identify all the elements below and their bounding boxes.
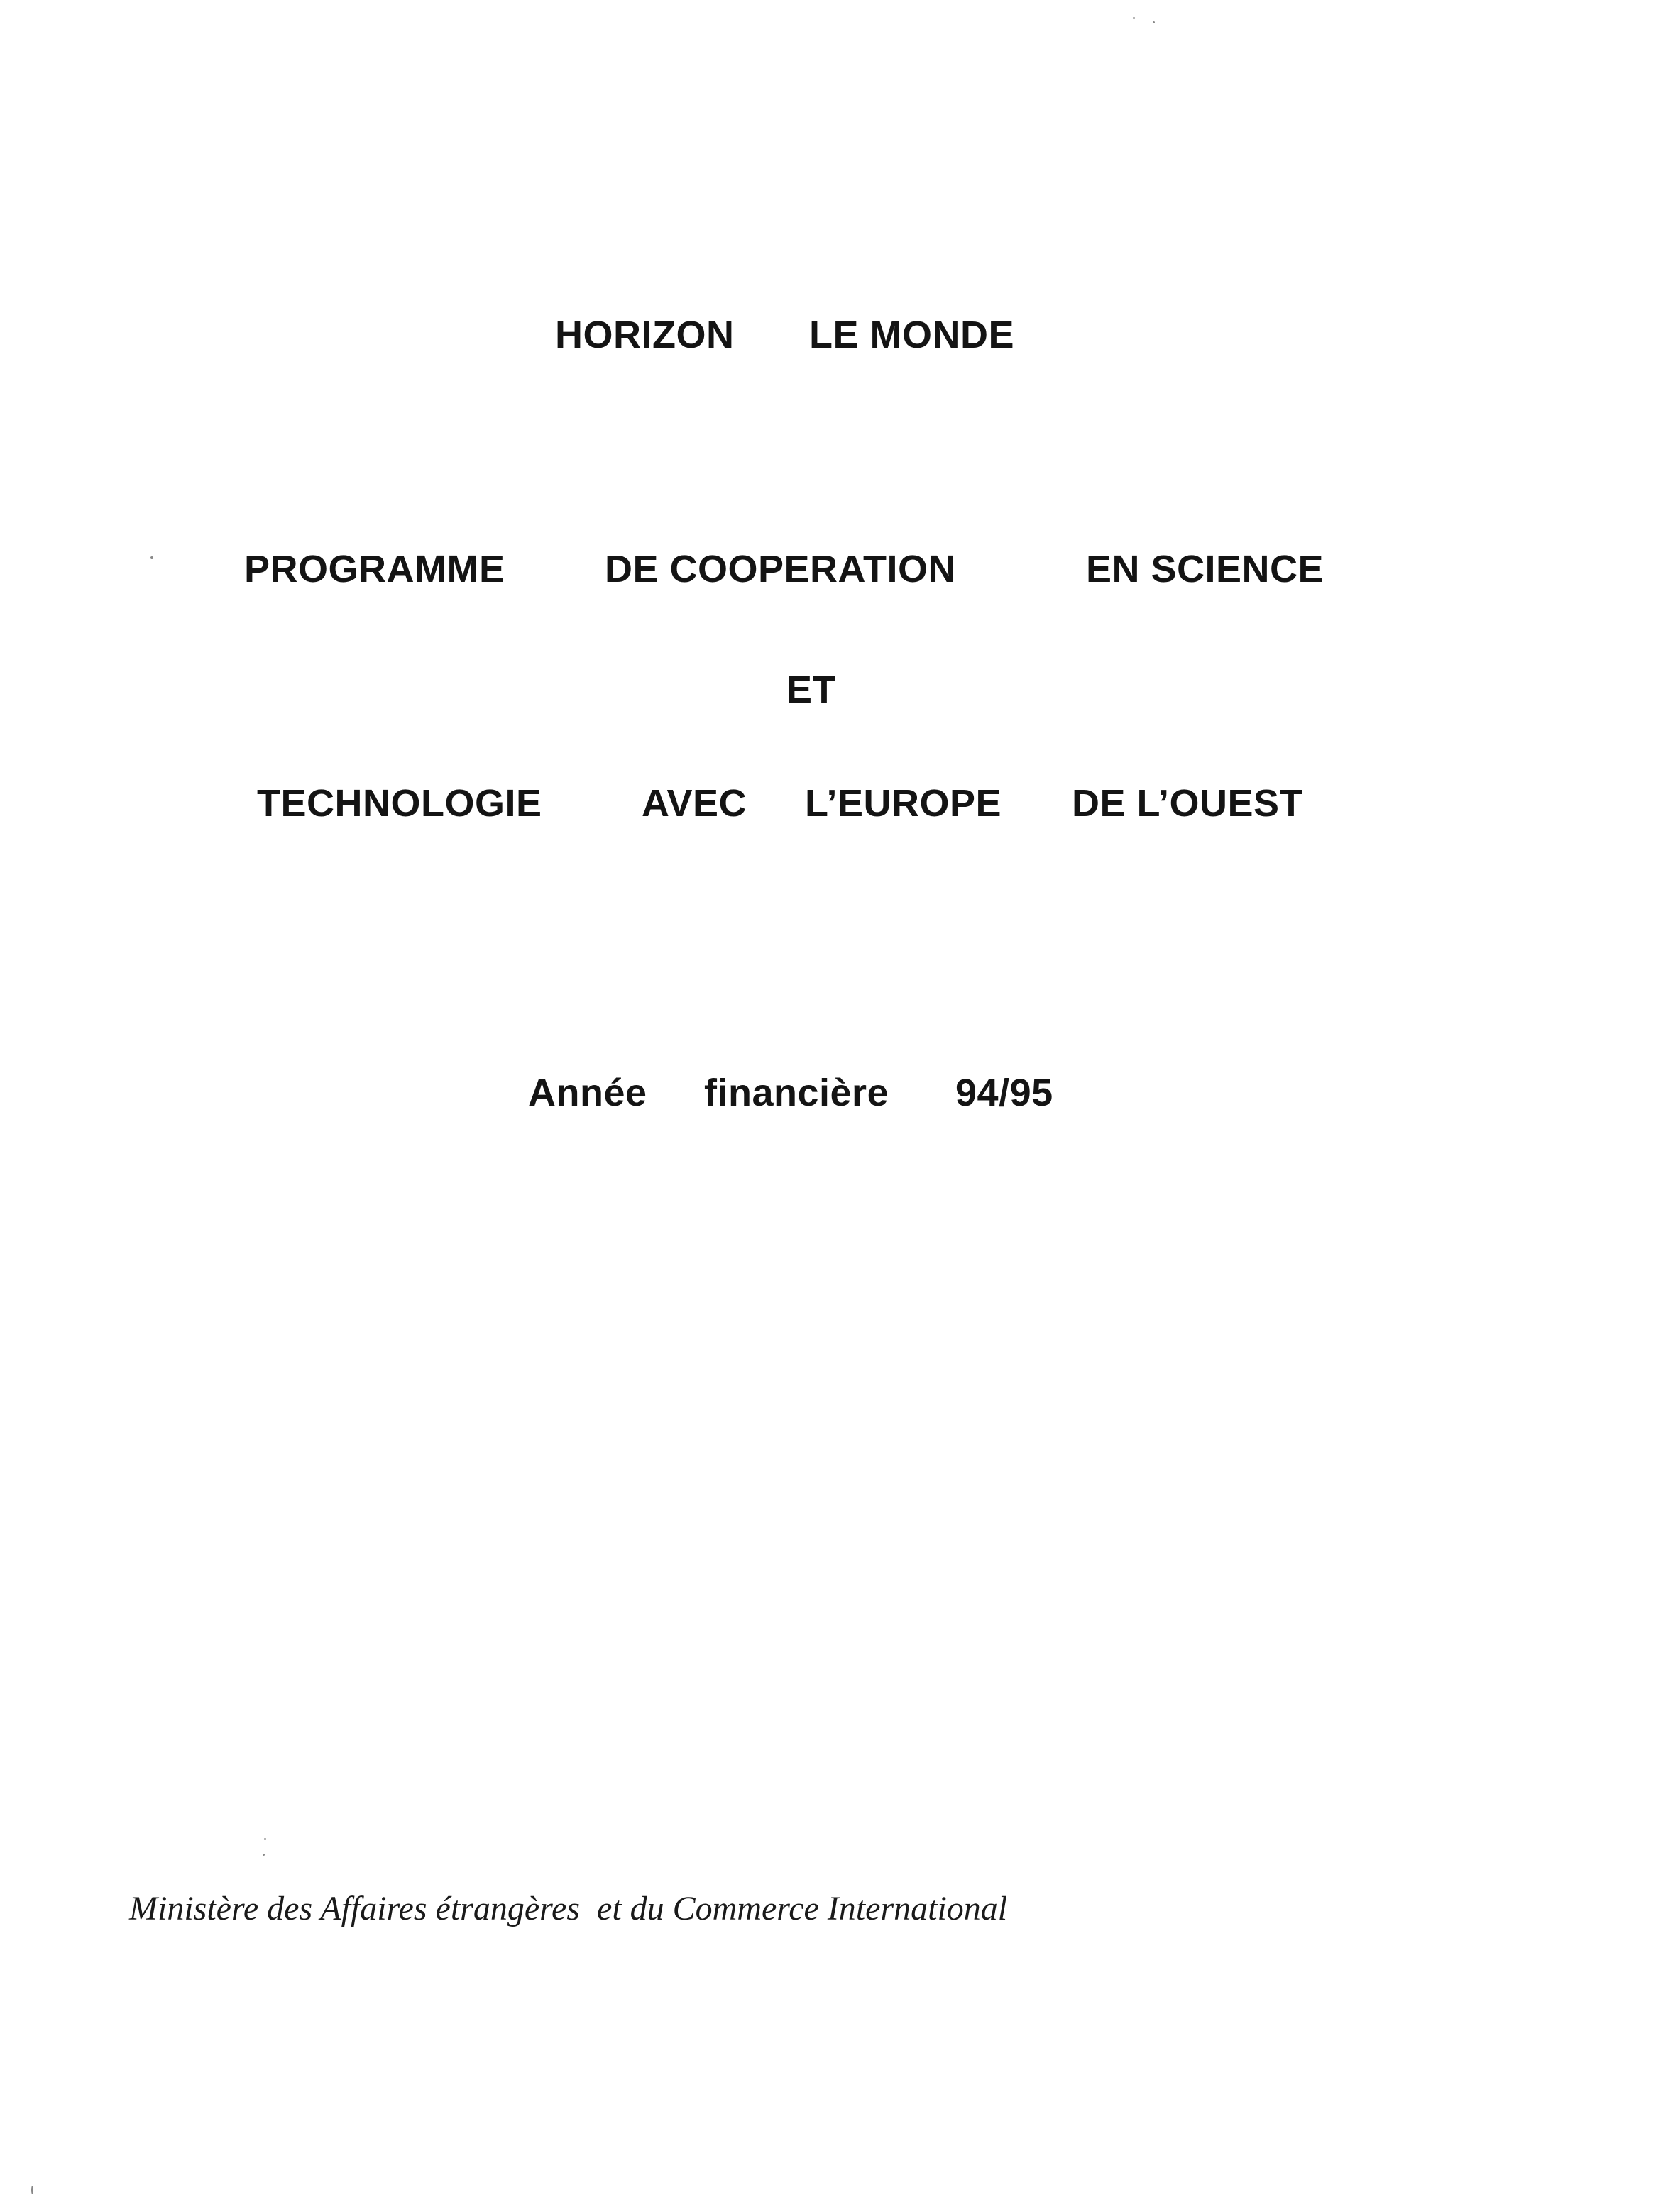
program-word-de-cooperation: DE COOPERATION [605,548,957,590]
scan-speck [1153,21,1155,23]
scan-speck [31,2186,33,2194]
program-word-et: ET [786,668,837,711]
program-word-en-science: EN SCIENCE [1086,548,1324,590]
scan-speck [263,1854,265,1856]
fiscal-word-financiere: financière [704,1072,889,1114]
scan-speck [1133,17,1135,19]
publisher-line: Ministère des Affaires étrangères et du Commerce International [129,1890,1008,1927]
program-word-technologie: TECHNOLOGIE [257,782,542,825]
title-word-horizon: HORIZON [555,314,735,356]
program-word-de-louest: DE L’OUEST [1072,782,1304,825]
program-word-leurope: L’EUROPE [805,782,1002,825]
program-line-2 [0,667,1668,712]
program-word-avec: AVEC [642,782,747,825]
scan-speck [264,1838,266,1840]
fiscal-word-year: 94/95 [955,1072,1053,1114]
title-word-le-monde: LE MONDE [809,314,1015,356]
program-line-1 [0,546,1668,592]
fiscal-year-line [0,1070,1668,1116]
scan-speck [150,556,153,559]
fiscal-word-annee: Année [528,1072,647,1114]
program-line-3 [0,781,1668,826]
title-line [0,312,1668,358]
program-word-programme: PROGRAMME [244,548,505,590]
